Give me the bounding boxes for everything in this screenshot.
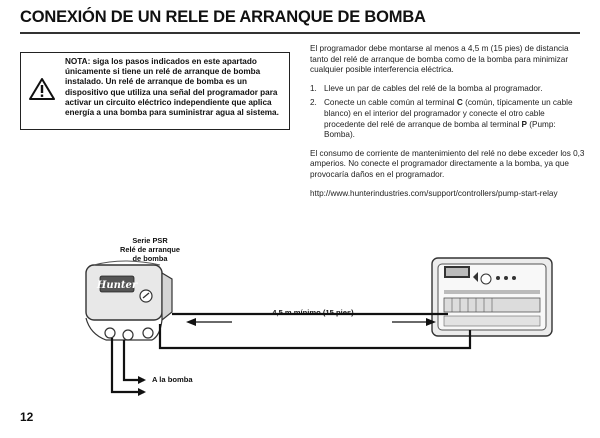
current-warning: El consumo de corriente de mantenimiento del relé no debe exceder los 0,3 amperios. No conecte el programador directamente a la bomba, ya que provocaría daños en el programador.: [310, 148, 585, 179]
wire-to-controller-2: [160, 324, 470, 348]
controller-box: [432, 258, 552, 336]
pump-arrow-icon: [138, 376, 146, 384]
note-text: NOTA: siga los pasos indicados en este apartado únicamente si tiene un relé de arranque de bomba instalado. Un relé de arranque de bomba es un dispositivo que utiliza una señal del programador para activar un circuito eléctrico independiente que aplica energía a una bomba para suministrar agua al sistema.: [65, 57, 279, 118]
pump-arrow-icon: [138, 388, 146, 396]
relay-port-1: [105, 328, 115, 338]
step-text: Lleve un par de cables del relé de la bomba al programador.: [324, 83, 543, 93]
terminal-c: C: [456, 98, 463, 108]
relay-label-line: de bomba: [132, 254, 168, 263]
step-number: 2.: [310, 98, 317, 108]
relay-label-line: Relé de arranque: [120, 245, 180, 254]
relay-brand-logo: Hunter: [96, 280, 138, 291]
terminal-p: P: [521, 119, 528, 129]
wire-to-pump-2: [124, 340, 144, 380]
distance-label: 4,5 m mínimo (15 pies): [272, 308, 354, 317]
step-text-cont: (común, típicamente un cable blanco) en el interior del programador y conecte el otro cable procedente del relé de arranque de bomba al terminal: [324, 98, 573, 129]
wire-to-pump-1: [112, 338, 144, 392]
intro-paragraph: El programador debe montarse al menos a 4,5 m (15 pies) de distancia tanto del relé de arranque de bomba como de la bomba para minimizar cualquier posible interferencia eléctrica.: [310, 44, 569, 75]
relay-label: [110, 236, 190, 263]
page-number: 12: [20, 410, 34, 424]
step-number: 1.: [310, 83, 317, 93]
support-url[interactable]: http://www.hunterindustries.com/support/controllers/pump-start-relay: [310, 188, 558, 198]
page-title: CONEXIÓN DE UN RELE DE ARRANQUE DE BOMBA: [20, 8, 426, 26]
relay-port-2: [123, 330, 133, 340]
step-text-end: (Pump: Bomba).: [324, 119, 556, 140]
step-text: Conecte un cable común al terminal: [324, 98, 457, 108]
relay-port-3: [143, 328, 153, 338]
dimension-line: [186, 318, 436, 326]
pump-label: A la bomba: [152, 375, 193, 384]
relay-label-line: Serie PSR: [132, 236, 168, 245]
